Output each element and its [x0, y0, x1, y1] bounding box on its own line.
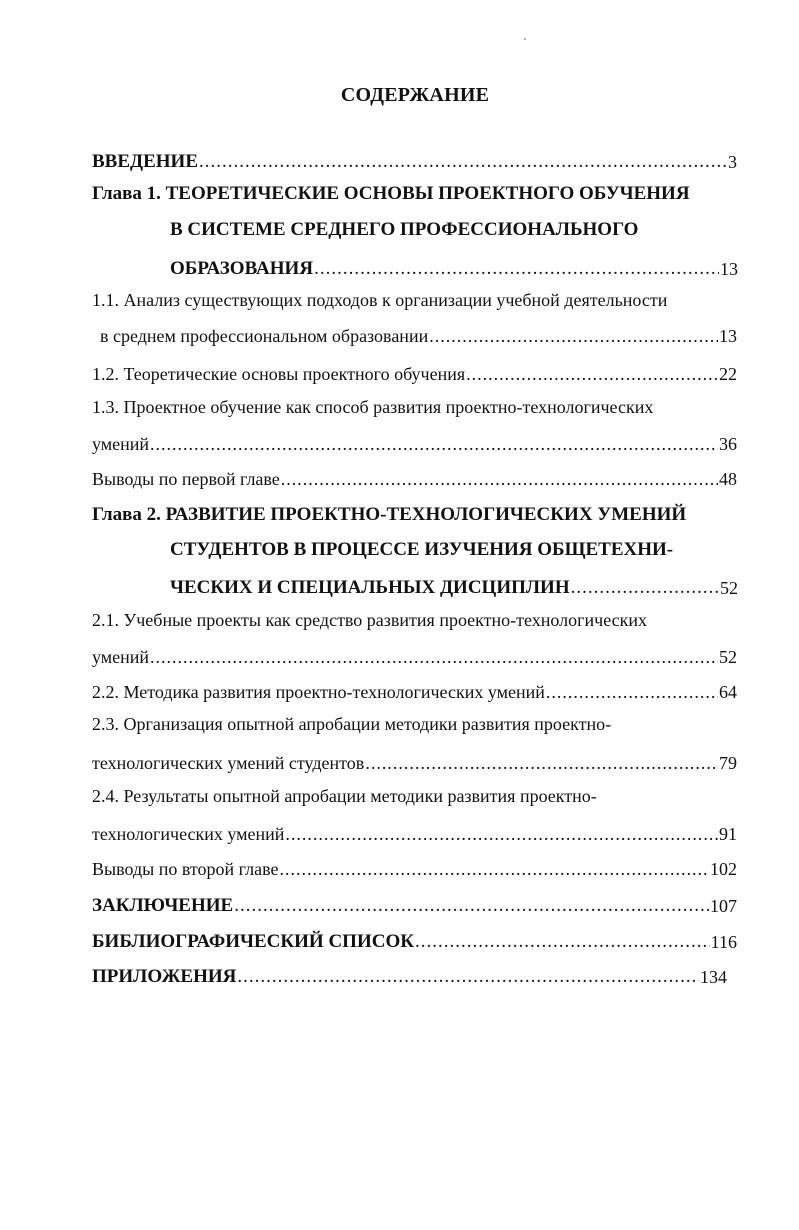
toc-chapter-2-title-line-2: СТУДЕНТОВ В ПРОЦЕССЕ ИЗУЧЕНИЯ ОБЩЕТЕХНИ- — [170, 539, 674, 560]
toc-entry-appendices — [92, 962, 727, 988]
toc-entry-label: технологических умений студентов — [92, 753, 365, 773]
toc-page-number: 102 — [710, 859, 737, 879]
toc-entry-label: ЗАКЛЮЧЕНИЕ — [92, 895, 234, 916]
toc-page-number: 48 — [719, 469, 737, 489]
toc-page-number: 52 — [719, 647, 737, 667]
toc-section-2-4-line-1: 2.4. Результаты опытной апробации методики развития проектно- — [92, 786, 597, 806]
toc-entry-section-2-3 — [92, 750, 737, 774]
toc-entry-label: 1.2. Теоретические основы проектного обучения — [92, 364, 466, 384]
toc-section-1-3-line-1: 1.3. Проектное обучение как способ развития проектно-технологических — [92, 397, 654, 417]
toc-chapter-1-title-line-1: Глава 1. ТЕОРЕТИЧЕСКИЕ ОСНОВЫ ПРОЕКТНОГО ОБУЧЕНИЯ — [92, 183, 690, 204]
toc-page-number: 13 — [720, 259, 738, 279]
toc-entry-label: 2.2. Методика развития проектно-технологических умений — [92, 682, 545, 702]
toc-entry-section-1-2 — [92, 361, 737, 385]
toc-entry-section-1-1 — [92, 323, 737, 347]
toc-chapter-2-title-line-1: Глава 2. РАЗВИТИЕ ПРОЕКТНО-ТЕХНОЛОГИЧЕСКИХ УМЕНИЙ — [92, 504, 687, 525]
toc-entry-label: ОБРАЗОВАНИЯ — [170, 258, 314, 279]
leader-dots — [234, 895, 709, 917]
leader-dots — [415, 931, 710, 953]
toc-section-2-3-line-1: 2.3. Организация опытной апробации методики развития проектно- — [92, 714, 612, 734]
toc-page-number: 79 — [719, 753, 737, 773]
leader-dots — [571, 577, 719, 599]
toc-page-number: 22 — [719, 364, 737, 384]
toc-entry-section-2-4 — [92, 821, 737, 845]
toc-page-number: 107 — [710, 896, 737, 916]
leader-dots — [314, 258, 719, 280]
leader-dots — [150, 434, 718, 455]
toc-chapter-1-title-line-2: В СИСТЕМЕ СРЕДНЕГО ПРОФЕССИОНАЛЬНОГО — [170, 219, 639, 240]
toc-entry-chapter-1 — [170, 254, 738, 280]
toc-section-1-1-line-1: 1.1. Анализ существующих подходов к организации учебной деятельности — [92, 290, 668, 310]
toc-entry-label: БИБЛИОГРАФИЧЕСКИЙ СПИСОК — [92, 931, 415, 952]
toc-entry-section-1-3 — [92, 431, 737, 455]
toc-page-number: 64 — [719, 682, 737, 702]
toc-entry-label: Выводы по второй главе — [92, 859, 279, 879]
toc-entry-conclusions-chapter-2 — [92, 856, 737, 880]
leader-dots — [365, 753, 718, 774]
toc-entry-label: ЧЕСКИХ И СПЕЦИАЛЬНЫХ ДИСЦИПЛИН — [170, 577, 570, 598]
toc-entry-label: технологических умений — [92, 824, 285, 844]
page-title: СОДЕРЖАНИЕ — [340, 84, 490, 106]
toc-page-number: 116 — [710, 932, 737, 952]
toc-section-2-1-line-1: 2.1. Учебные проекты как средство развития проектно-технологических — [92, 610, 648, 630]
toc-entry-chapter-2 — [170, 573, 738, 599]
leader-dots — [285, 824, 718, 845]
toc-entry-bibliography — [92, 927, 737, 953]
leader-dots — [279, 859, 709, 880]
toc-entry-label: ПРИЛОЖЕНИЯ — [92, 966, 237, 987]
toc-page-number: 134 — [700, 967, 727, 987]
toc-entry-label: в среднем профессиональном образовании — [100, 326, 429, 346]
toc-page-number: 91 — [719, 824, 737, 844]
toc-entry-label: Выводы по первой главе — [92, 469, 280, 489]
leader-dots — [281, 469, 718, 490]
toc-entry-section-2-1 — [92, 644, 737, 668]
toc-entry-conclusions-chapter-1 — [92, 466, 737, 490]
toc-page-number: 3 — [728, 152, 737, 172]
leader-dots — [150, 647, 718, 668]
toc-page-number: 36 — [719, 434, 737, 454]
toc-entry-label: умений — [92, 434, 150, 454]
toc-entry-label: умений — [92, 647, 150, 667]
leader-dots — [199, 151, 727, 173]
toc-page-number: 52 — [720, 578, 738, 598]
toc-entry-conclusion — [92, 891, 737, 917]
toc-entry-introduction — [92, 147, 737, 173]
toc-page-number: 13 — [719, 326, 737, 346]
toc-entry-section-2-2 — [92, 679, 737, 703]
toc-entry-label: ВВЕДЕНИЕ — [92, 151, 198, 172]
leader-dots — [429, 326, 718, 347]
leader-dots — [546, 682, 718, 703]
leader-dots — [466, 364, 718, 385]
leader-dots — [237, 966, 699, 988]
